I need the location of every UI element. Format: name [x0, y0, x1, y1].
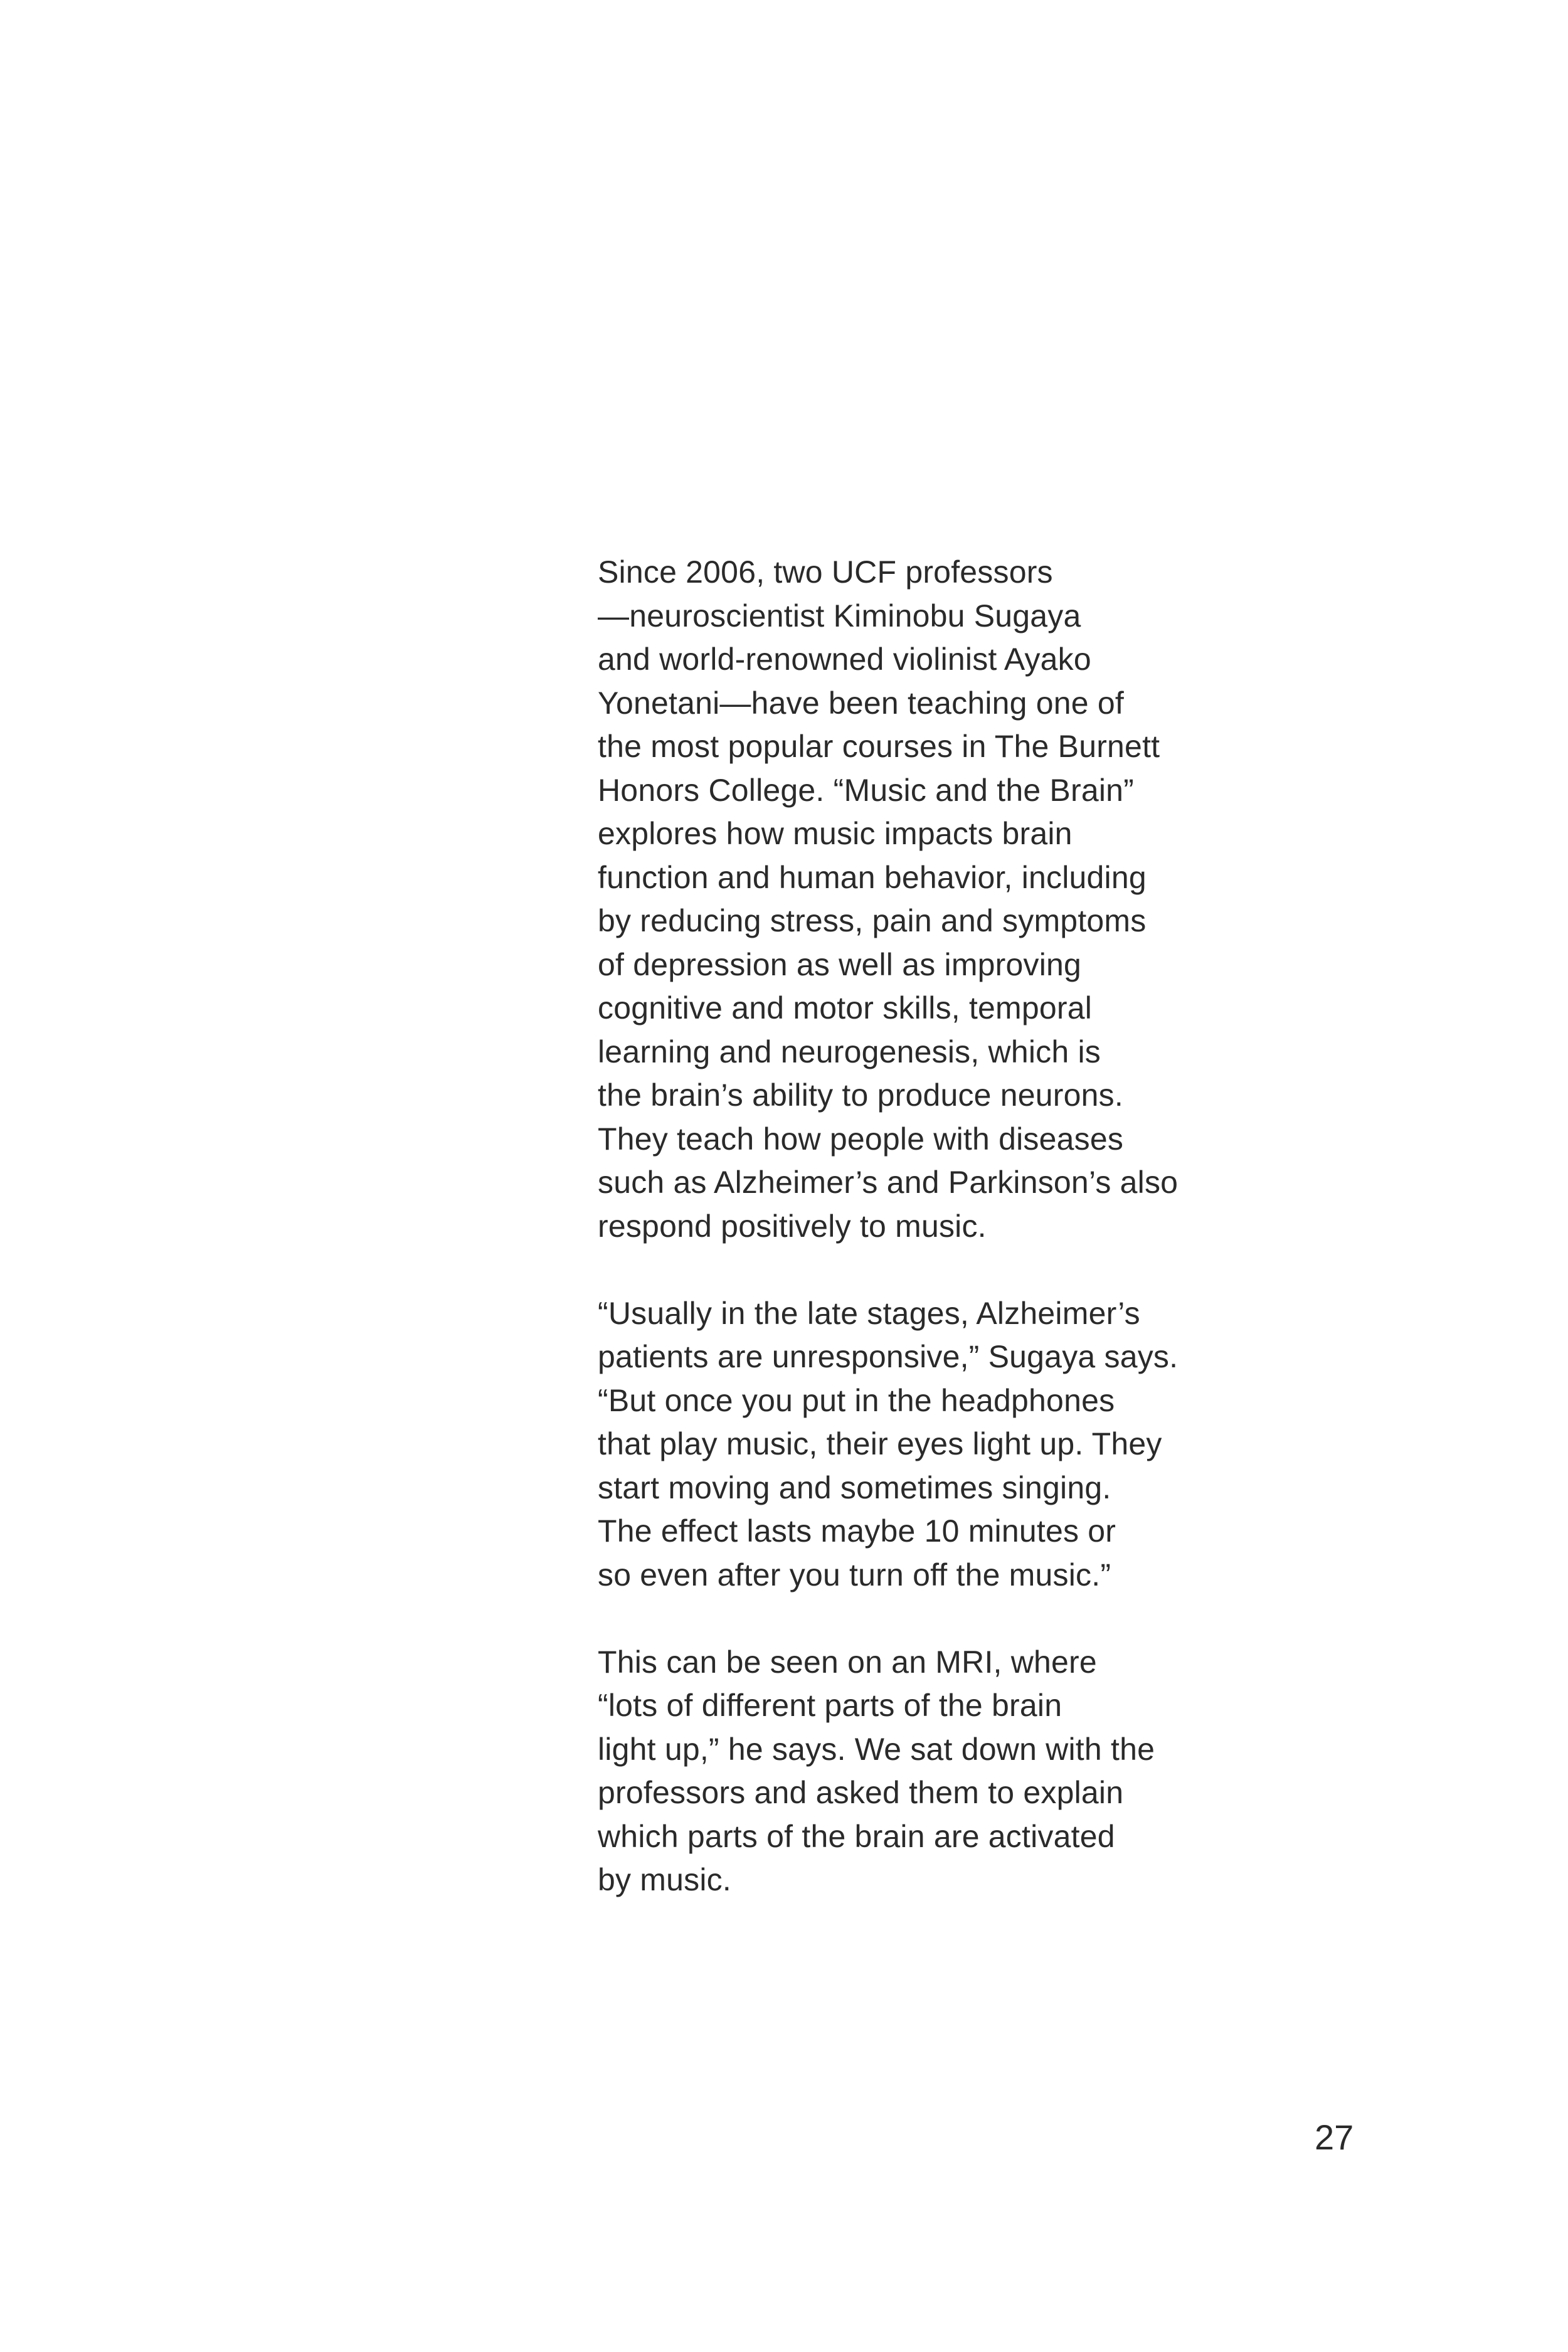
page-number: 27: [1315, 2117, 1354, 2157]
text-line: and world-renowned violinist Ayako: [598, 642, 1091, 677]
text-line: “lots of different parts of the brain: [598, 1688, 1062, 1723]
text-line: by music.: [598, 1862, 731, 1897]
text-line: Honors College. “Music and the Brain”: [598, 772, 1135, 808]
text-line: which parts of the brain are activated: [598, 1818, 1115, 1854]
article-body: [598, 551, 1237, 1902]
text-line: by reducing stress, pain and symptoms: [598, 903, 1147, 938]
text-line: light up,” he says. We sat down with the: [598, 1731, 1155, 1767]
text-line: such as Alzheimer’s and Parkinson’s also: [598, 1165, 1179, 1200]
text-line: learning and neurogenesis, which is: [598, 1034, 1101, 1069]
text-line: This can be seen on an MRI, where: [598, 1644, 1097, 1680]
text-line: professors and asked them to explain: [598, 1775, 1124, 1810]
paragraph-spacer: [598, 1248, 1237, 1292]
text-line: explores how music impacts brain: [598, 816, 1073, 851]
text-line: the brain’s ability to produce neurons.: [598, 1078, 1123, 1113]
paragraph-mri: [598, 1641, 1237, 1902]
paragraph-spacer: [598, 1597, 1237, 1641]
text-line: so even after you turn off the music.”: [598, 1557, 1111, 1592]
text-line: “But once you put in the headphones: [598, 1382, 1115, 1418]
text-line: They teach how people with diseases: [598, 1121, 1124, 1157]
text-line: of depression as well as improving: [598, 946, 1082, 982]
text-line: function and human behavior, including: [598, 859, 1147, 895]
text-line: start moving and sometimes singing.: [598, 1470, 1111, 1505]
text-line: The effect lasts maybe 10 minutes or: [598, 1513, 1116, 1549]
text-line: —neuroscientist Kiminobu Sugaya: [598, 598, 1081, 633]
text-line: “Usually in the late stages, Alzheimer’s: [598, 1295, 1140, 1331]
text-line: respond positively to music.: [598, 1208, 987, 1244]
paragraph-intro: [598, 551, 1237, 1248]
text-line: Since 2006, two UCF professors: [598, 554, 1053, 590]
text-line: patients are unresponsive,” Sugaya says.: [598, 1339, 1179, 1374]
text-line: that play music, their eyes light up. They: [598, 1426, 1162, 1461]
text-line: the most popular courses in The Burnett: [598, 729, 1160, 764]
paragraph-quote: [598, 1292, 1237, 1597]
text-line: cognitive and motor skills, temporal: [598, 990, 1093, 1025]
text-line: Yonetani—have been teaching one of: [598, 685, 1124, 721]
